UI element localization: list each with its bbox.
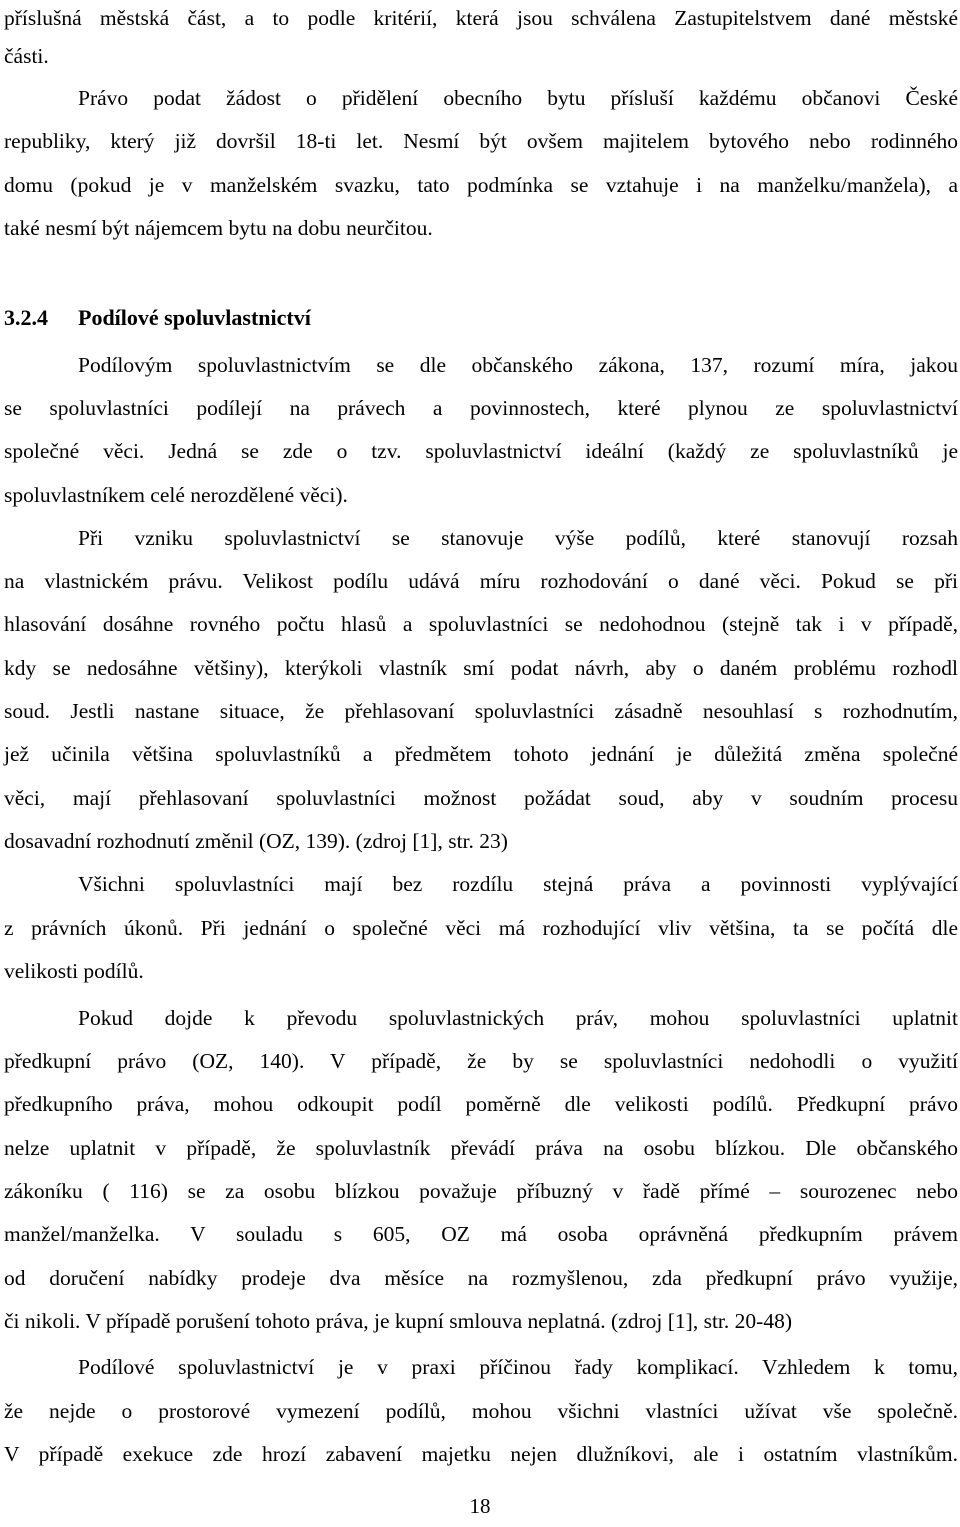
text-line: V případě exekuce zde hrozí zabavení majetku nejen dlužníkovi, ale i ostatním vlastníkům. — [4, 1442, 958, 1466]
text-line: že nejde o prostorové vymezení podílů, mohou všichni vlastníci užívat vše společně. — [4, 1399, 958, 1423]
text-line: předkupního práva, mohou odkoupit podíl poměrně dle velikosti podílů. Předkupní právo — [4, 1092, 958, 1116]
text-line: manžel/manželka. V souladu s 605, OZ má osoba oprávněná předkupním právem — [4, 1222, 958, 1246]
text-line: nelze uplatnit v případě, že spoluvlastník převádí práva na osobu blízkou. Dle občanského — [4, 1136, 958, 1160]
text-line: Právo podat žádost o přidělení obecního bytu přísluší každému občanovi České — [78, 86, 958, 110]
text-line: hlasování dosáhne rovného počtu hlasů a spoluvlastníci se nedohodnou (stejně tak i v případě, — [4, 612, 958, 636]
text-line: na vlastnickém právu. Velikost podílu udává míru rozhodování o dané věci. Pokud se při — [4, 569, 958, 593]
text-line: Pokud dojde k převodu spoluvlastnických práv, mohou spoluvlastníci uplatnit — [78, 1006, 958, 1030]
text-line: části. — [4, 44, 49, 68]
text-line: či nikoli. V případě porušení tohoto práva, je kupní smlouva neplatná. (zdroj [1], str. 20-48) — [4, 1309, 792, 1333]
text-line: také nesmí být nájemcem bytu na dobu neurčitou. — [4, 216, 433, 240]
section-heading — [4, 304, 311, 332]
text-line: Podílové spoluvlastnictví je v praxi příčinou řady komplikací. Vzhledem k tomu, — [78, 1355, 958, 1379]
text-line: společné věci. Jedná se zde o tzv. spoluvlastnictví ideální (každý ze spoluvlastníků je — [4, 439, 958, 463]
text-line: předkupní právo (OZ, 140). V případě, že by se spoluvlastníci nedohodli o využití — [4, 1049, 958, 1073]
text-line: Všichni spoluvlastníci mají bez rozdílu stejná práva a povinnosti vyplývající — [78, 872, 958, 896]
text-line: z právních úkonů. Při jednání o společné věci má rozhodující vliv většina, ta se počítá dle — [4, 916, 958, 940]
text-line: se spoluvlastníci podílejí na právech a povinnostech, které plynou ze spoluvlastnictví — [4, 396, 958, 420]
text-line: republiky, který již dovršil 18-ti let. Nesmí být ovšem majitelem bytového nebo rodinného — [4, 129, 958, 153]
text-line: soud. Jestli nastane situace, že přehlasovaní spoluvlastníci zásadně nesouhlasí s rozhodnutím, — [4, 699, 958, 723]
text-line: velikosti podílů. — [4, 959, 144, 983]
text-line: dosavadní rozhodnutí změnil (OZ, 139). (zdroj [1], str. 23) — [4, 829, 508, 853]
text-line: příslušná městská část, a to podle kritérií, která jsou schválena Zastupitelstvem dané městské — [4, 6, 958, 30]
text-line: Při vzniku spoluvlastnictví se stanovuje výše podílů, které stanovují rozsah — [78, 526, 958, 550]
text-line: od doručení nabídky prodeje dva měsíce na rozmyšlenou, zda předkupní právo využije, — [4, 1266, 958, 1290]
text-line: věci, mají přehlasovaní spoluvlastníci možnost požádat soud, aby v soudním procesu — [4, 786, 958, 810]
text-line: spoluvlastníkem celé nerozdělené věci). — [4, 483, 348, 507]
section-title: Podílové spoluvlastnictví — [78, 305, 311, 330]
text-line: Podílovým spoluvlastnictvím se dle občanského zákona, 137, rozumí míra, jakou — [78, 353, 958, 377]
page-number: 18 — [469, 1494, 491, 1518]
text-line: kdy se nedosáhne většiny), kterýkoli vlastník smí podat návrh, aby o daném problému rozhodl — [4, 656, 958, 680]
text-line: zákoníku ( 116) se za osobu blízkou považuje příbuzný v řadě přímé – sourozenec nebo — [4, 1179, 958, 1203]
section-number: 3.2.4 — [4, 305, 48, 330]
text-line: domu (pokud je v manželském svazku, tato podmínka se vztahuje i na manželku/manžela), a — [4, 173, 958, 197]
text-line: jež učinila většina spoluvlastníků a předmětem tohoto jednání je důležitá změna společné — [4, 742, 958, 766]
